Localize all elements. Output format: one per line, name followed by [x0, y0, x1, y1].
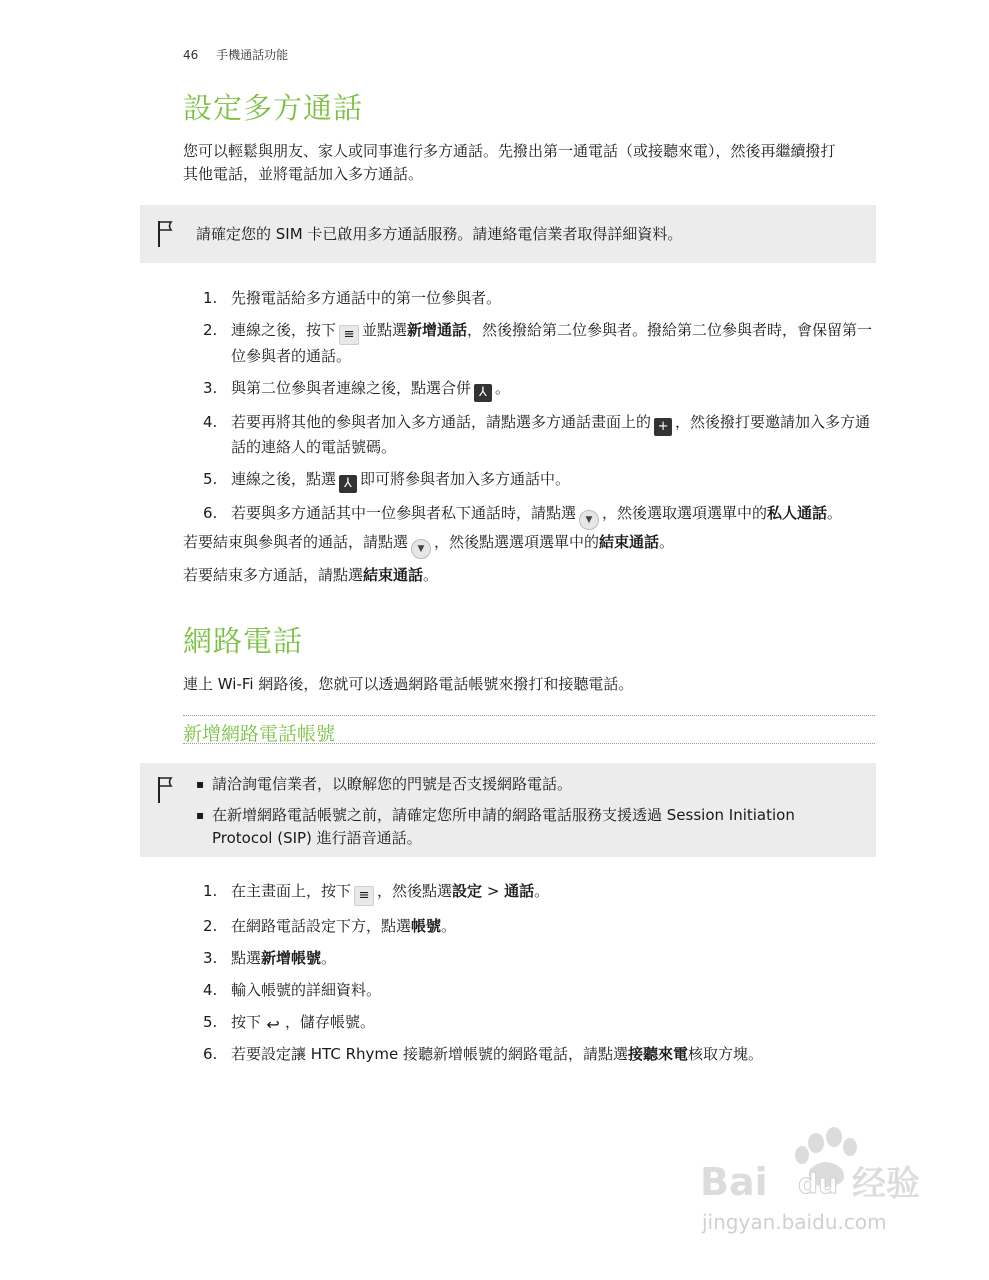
step-text: 若要與多方通話其中一位參與者私下通話時，請點選 [231, 504, 577, 522]
para-text: ，然後點選選項選單中的 [434, 533, 600, 551]
step-text: 即可將參與者加入多方通話中。 [360, 470, 571, 488]
flag-icon [156, 219, 176, 249]
step-bold: 設定 [452, 882, 483, 900]
list-item [203, 915, 883, 938]
list-item [203, 1011, 883, 1034]
baidu-watermark [700, 1125, 940, 1245]
menu-icon: ≡ [354, 886, 374, 906]
watermark-jingyan: 经验 [852, 1164, 920, 1204]
list-item [203, 947, 883, 970]
step-text: ，儲存帳號。 [285, 1013, 376, 1031]
step-text: 點選 [231, 949, 262, 967]
watermark-du: du [798, 1167, 838, 1200]
para-text: 若要結束與參與者的通話，請點選 [183, 533, 409, 551]
list-item: ▪ 請洽詢電信業者，以瞭解您的門號是否支援網路電話。 [196, 773, 846, 796]
list-item [203, 468, 883, 493]
step-bold: 新增通話 [407, 321, 468, 339]
step-text: 按下 [231, 1013, 262, 1031]
section-title-conference: 設定多方通話 [183, 91, 364, 125]
steps-list-internet [203, 880, 883, 1066]
intro-line-1: 您可以輕鬆與朋友、家人或同事進行多方通話。先撥出第一通電話（或接聽來電），然後再繼續撥打 [183, 142, 836, 160]
merge-icon: ⅄ [474, 384, 492, 402]
step-text: ，然後撥打要邀請加入多方通話的連絡人的電話號碼。 [231, 413, 871, 456]
step-text: 與第二位參與者連線之後，點選合併 [231, 379, 472, 397]
section-name: 手機通話功能 [216, 48, 289, 62]
list-item [203, 287, 883, 310]
end-participant-paragraph [183, 531, 883, 559]
para-bold: 結束通話 [363, 566, 424, 584]
step-number: 6. [203, 1045, 218, 1063]
dropdown-icon: ▼ [411, 539, 431, 559]
step-text: 連線之後，按下 [231, 321, 337, 339]
list-item [203, 979, 883, 1002]
step-number: 3. [203, 379, 218, 397]
step-bold: 新增帳號 [261, 949, 322, 967]
step-text: ，然後撥給第二位參與者。撥給第二位參與者時，會保留第一位參與者的通話。 [231, 321, 873, 365]
steps-list-conference [203, 287, 883, 530]
step-text: 。 [495, 379, 511, 397]
list-item [203, 1043, 883, 1066]
step-text: 。 [441, 917, 457, 935]
list-item [203, 880, 883, 906]
step-bold: 通話 [504, 882, 535, 900]
step-number: 4. [203, 981, 218, 999]
step-text: 核取方塊。 [688, 1045, 764, 1063]
step-text: 若要再將其他的參與者加入多方通話，請點選多方通話畫面上的 [231, 413, 652, 431]
list-item: ▪ 在新增網路電話帳號之前，請確定您所申請的網路電話服務支援透過 Session Initiation Protocol (SIP) 進行語音通話。 [196, 804, 846, 850]
paw-icon [700, 1125, 940, 1245]
step-text: 。 [321, 949, 337, 967]
step-text: 輸入帳號的詳細資料。 [231, 981, 382, 999]
para-bold: 結束通話 [599, 533, 660, 551]
step-number: 5. [203, 1013, 218, 1031]
step-number: 2. [203, 321, 218, 339]
step-text: 在網路電話設定下方，點選 [231, 917, 412, 935]
note-box [140, 763, 876, 857]
list-item [203, 502, 883, 530]
step-text: 。 [534, 882, 550, 900]
note-bullets [196, 773, 846, 858]
step-text: 。 [827, 504, 843, 522]
divider [183, 715, 875, 716]
intro-line-2: 其他電話，並將電話加入多方通話。 [183, 165, 424, 183]
step-bold: 接聽來電 [628, 1045, 689, 1063]
back-icon: ↩ [266, 1015, 280, 1034]
step-text: 並點選 [362, 321, 408, 339]
intro-paragraph [183, 140, 883, 186]
end-conference-paragraph [183, 564, 883, 587]
step-bold: 帳號 [411, 917, 442, 935]
dropdown-icon: ▼ [579, 510, 599, 530]
note-text: 請確定您的 SIM 卡已啟用多方通話服務。請連絡電信業者取得詳細資料。 [196, 225, 683, 243]
step-text: 連線之後，點選 [231, 470, 337, 488]
note-box [140, 205, 876, 263]
step-text: 若要設定讓 HTC Rhyme 接聽新增帳號的網路電話，請點選 [231, 1045, 628, 1063]
section-title-internet-calling: 網路電話 [183, 624, 304, 658]
add-call-icon: + [654, 418, 672, 436]
subsection-title: 新增網路電話帳號 [183, 723, 336, 745]
merge-icon: ⅄ [339, 475, 357, 493]
step-number: 1. [203, 289, 218, 307]
step-number: 2. [203, 917, 218, 935]
internet-intro: 連上 Wi-Fi 網路後，您就可以透過網路電話帳號來撥打和接聽電話。 [183, 675, 634, 693]
watermark-url: jingyan.baidu.com [702, 1210, 887, 1234]
step-number: 4. [203, 413, 218, 431]
step-text: ，然後選取選項選單中的 [602, 504, 768, 522]
divider [183, 743, 875, 744]
step-text: > [482, 882, 505, 900]
flag-icon [156, 775, 176, 805]
page-header [183, 46, 288, 63]
step-text: ，然後點選 [377, 882, 453, 900]
step-number: 3. [203, 949, 218, 967]
step-number: 5. [203, 470, 218, 488]
step-number: 6. [203, 504, 218, 522]
para-text: 。 [659, 533, 675, 551]
watermark-bai: Bai [700, 1160, 768, 1204]
step-text: 先撥電話給多方通話中的第一位參與者。 [231, 289, 502, 307]
list-item [203, 377, 883, 402]
para-text: 若要結束多方通話，請點選 [183, 566, 364, 584]
step-number: 1. [203, 882, 218, 900]
step-text: 在主畫面上，按下 [231, 882, 352, 900]
para-text: 。 [423, 566, 439, 584]
menu-icon: ≡ [339, 325, 359, 345]
page-number: 46 [183, 48, 199, 62]
step-bold: 私人通話 [767, 504, 828, 522]
list-item [203, 319, 883, 368]
list-item [203, 411, 883, 459]
